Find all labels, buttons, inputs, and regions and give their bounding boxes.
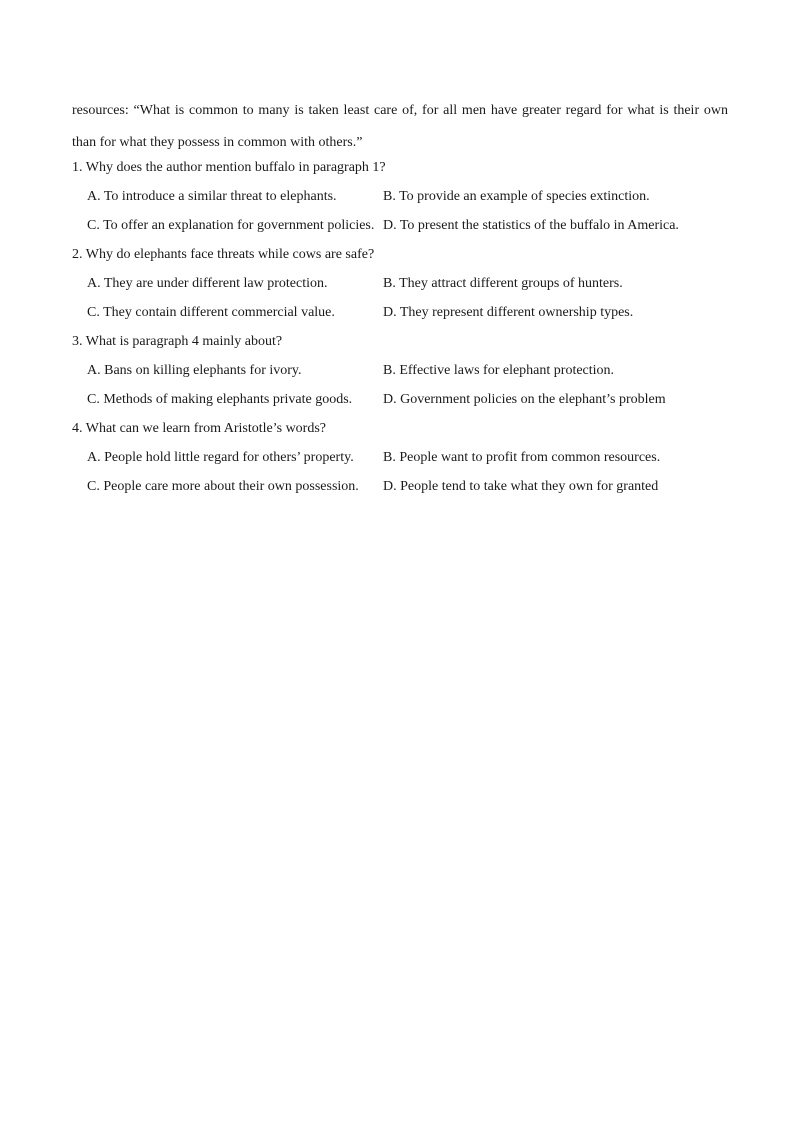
option-c: C. To offer an explanation for government policies. xyxy=(87,218,375,233)
option-row xyxy=(72,356,728,385)
option-d: D. People tend to take what they own for granted xyxy=(383,479,659,494)
option-c: C. They contain different commercial value. xyxy=(87,305,335,320)
option-d: D. Government policies on the elephant’s problem xyxy=(383,392,666,407)
question-1 xyxy=(72,153,728,240)
question-stem: 1. Why does the author mention buffalo in paragraph 1? xyxy=(72,160,386,175)
question-3 xyxy=(72,327,728,414)
question-stem: 3. What is paragraph 4 mainly about? xyxy=(72,334,283,349)
option-a: A. They are under different law protection. xyxy=(87,276,328,291)
passage-line: resources: “What is common to many is taken least care of, for all men have greater regard for what is their own xyxy=(72,103,728,118)
option-row xyxy=(72,182,728,211)
option-b: B. Effective laws for elephant protection. xyxy=(383,363,615,378)
question-4 xyxy=(72,414,728,501)
option-d: D. To present the statistics of the buffalo in America. xyxy=(383,218,679,233)
option-d: D. They represent different ownership types. xyxy=(383,305,634,320)
option-b: B. They attract different groups of hunters. xyxy=(383,276,623,291)
option-b: B. To provide an example of species extinction. xyxy=(383,189,650,204)
option-b: B. People want to profit from common resources. xyxy=(383,450,661,465)
question-2 xyxy=(72,240,728,327)
option-row xyxy=(72,443,728,472)
option-row xyxy=(72,269,728,298)
passage-line: than for what they possess in common with others.” xyxy=(72,135,363,150)
option-a: A. People hold little regard for others’ property. xyxy=(87,450,354,465)
passage-text xyxy=(72,95,728,159)
option-a: A. Bans on killing elephants for ivory. xyxy=(87,363,302,378)
question-stem: 2. Why do elephants face threats while cows are safe? xyxy=(72,247,375,262)
option-c: C. Methods of making elephants private goods. xyxy=(87,392,353,407)
question-stem: 4. What can we learn from Aristotle’s words? xyxy=(72,421,327,436)
option-row xyxy=(72,298,728,327)
option-row xyxy=(72,211,728,240)
option-row xyxy=(72,472,728,501)
option-a: A. To introduce a similar threat to elephants. xyxy=(87,189,337,204)
question-list xyxy=(72,153,728,501)
option-row xyxy=(72,385,728,414)
option-c: C. People care more about their own possession. xyxy=(87,479,359,494)
